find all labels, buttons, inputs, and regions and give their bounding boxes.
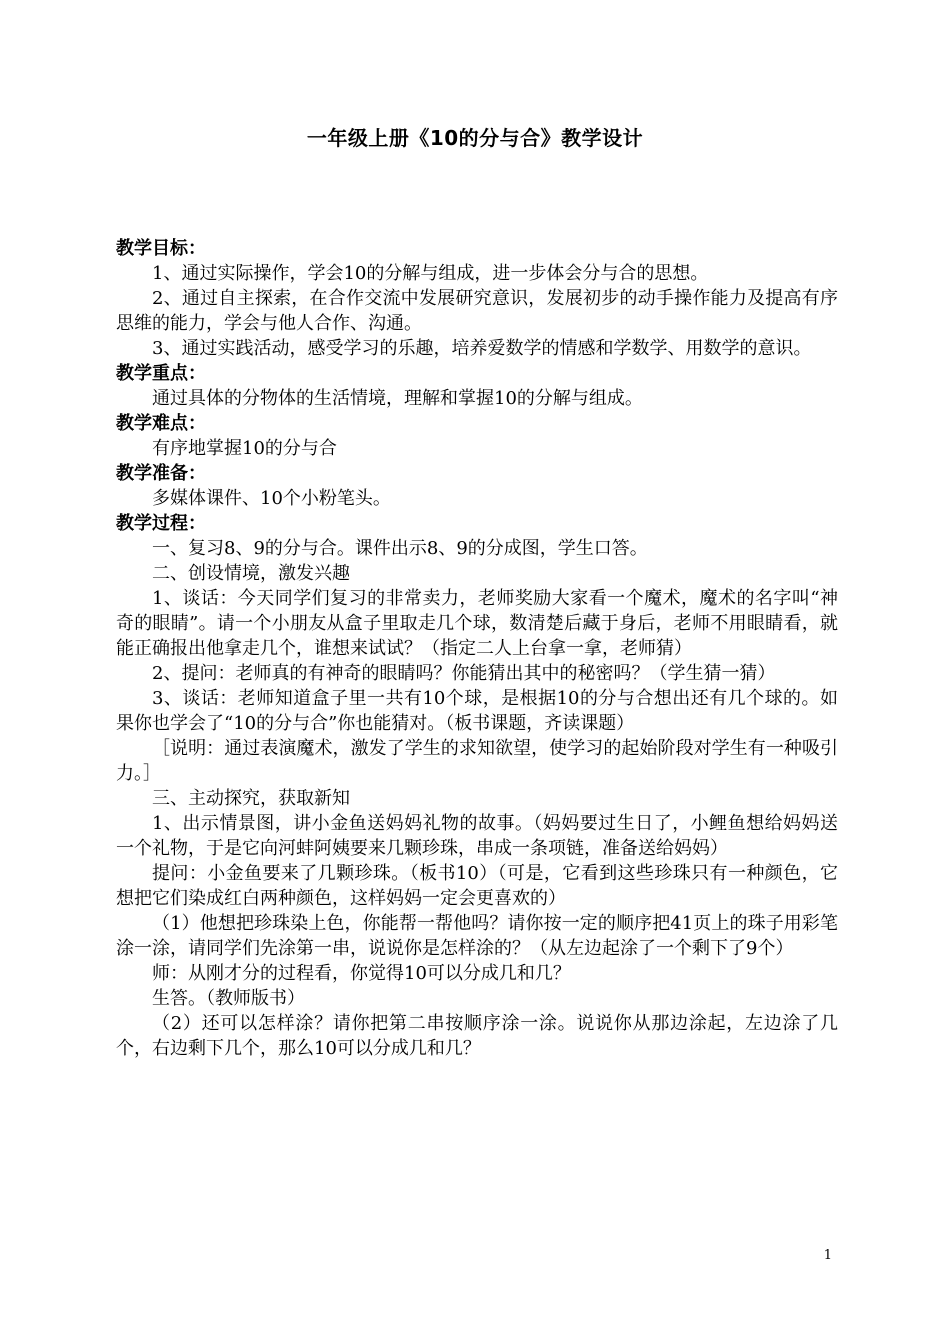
section-heading-difficulties: 教学难点： <box>116 413 206 434</box>
section-heading-objectives: 教学目标： <box>116 238 206 259</box>
document-title: 一年级上册《10的分与合》教学设计 <box>306 126 644 150</box>
paragraph: 有序地掌握10的分与合 <box>152 438 337 459</box>
paragraph: 通过具体的分物体的生活情境，理解和掌握10的分解与组成。 <box>152 388 643 409</box>
paragraph: 师：从刚才分的过程看，你觉得10可以分成几和几？ <box>152 963 571 984</box>
section-heading-process: 教学过程： <box>116 513 206 534</box>
paragraph: 生答。（教师版书） <box>152 988 305 1009</box>
paragraph: （2）还可以怎样涂？请你把第二串按顺序涂一涂。说说你从那边涂起，左边涂了几个，右边剩下几个，那么10可以分成几和几？ <box>116 1013 838 1059</box>
paragraph: 2、通过自主探索，在合作交流中发展研究意识，发展初步的动手操作能力及提高有序思维的能力，学会与他人合作、沟通。 <box>116 288 838 334</box>
section-heading-key-points: 教学重点： <box>116 363 206 384</box>
paragraph: 1、谈话：今天同学们复习的非常卖力，老师奖励大家看一个魔术，魔术的名字叫“神奇的眼睛”。请一个小朋友从盒子里取走几个球，数清楚后藏于身后，老师不用眼睛看，就能正确报出他拿走几个，谁想来试试？（指定二人上台拿一拿，老师猜） <box>116 588 838 659</box>
paragraph: ［说明：通过表演魔术，激发了学生的求知欲望，使学习的起始阶段对学生有一种吸引力。］ <box>116 738 838 784</box>
paragraph: （1）他想把珍珠染上色，你能帮一帮他吗？请你按一定的顺序把41页上的珠子用彩笔涂一涂，请同学们先涂第一串，说说你是怎样涂的？（从左边起涂了一个剩下了9个） <box>116 913 838 959</box>
paragraph: 1、通过实际操作，学会10的分解与组成，进一步体会分与合的思想。 <box>152 263 709 284</box>
paragraph: 3、通过实践活动，感受学习的乐趣，培养爱数学的情感和学数学、用数学的意识。 <box>152 338 812 359</box>
section-heading-preparation: 教学准备： <box>116 463 206 484</box>
document-body <box>116 236 838 1061</box>
paragraph: 三、主动探究，获取新知 <box>152 788 350 809</box>
paragraph: 二、创设情境，激发兴趣 <box>152 563 350 584</box>
paragraph: 1、出示情景图，讲小金鱼送妈妈礼物的故事。（妈妈要过生日了，小鲤鱼想给妈妈送一个礼物，于是它向河蚌阿姨要来几颗珍珠，串成一条项链，准备送给妈妈） <box>116 813 838 859</box>
paragraph: 提问：小金鱼要来了几颗珍珠。（板书10）（可是，它看到这些珍珠只有一种颜色，它想把它们染成红白两种颜色，这样妈妈一定会更喜欢的） <box>116 863 838 909</box>
paragraph: 3、谈话：老师知道盒子里一共有10个球，是根据10的分与合想出还有几个球的。如果你也学会了“10的分与合”你也能猜对。（板书课题，齐读课题） <box>116 688 838 734</box>
paragraph: 一、复习8、9的分与合。课件出示8、9的分成图，学生口答。 <box>152 538 648 559</box>
paragraph: 2、提问：老师真的有神奇的眼睛吗？你能猜出其中的秘密吗？（学生猜一猜） <box>152 663 776 684</box>
page-number: 1 <box>823 1248 832 1263</box>
paragraph: 多媒体课件、10个小粉笔头。 <box>152 488 391 509</box>
